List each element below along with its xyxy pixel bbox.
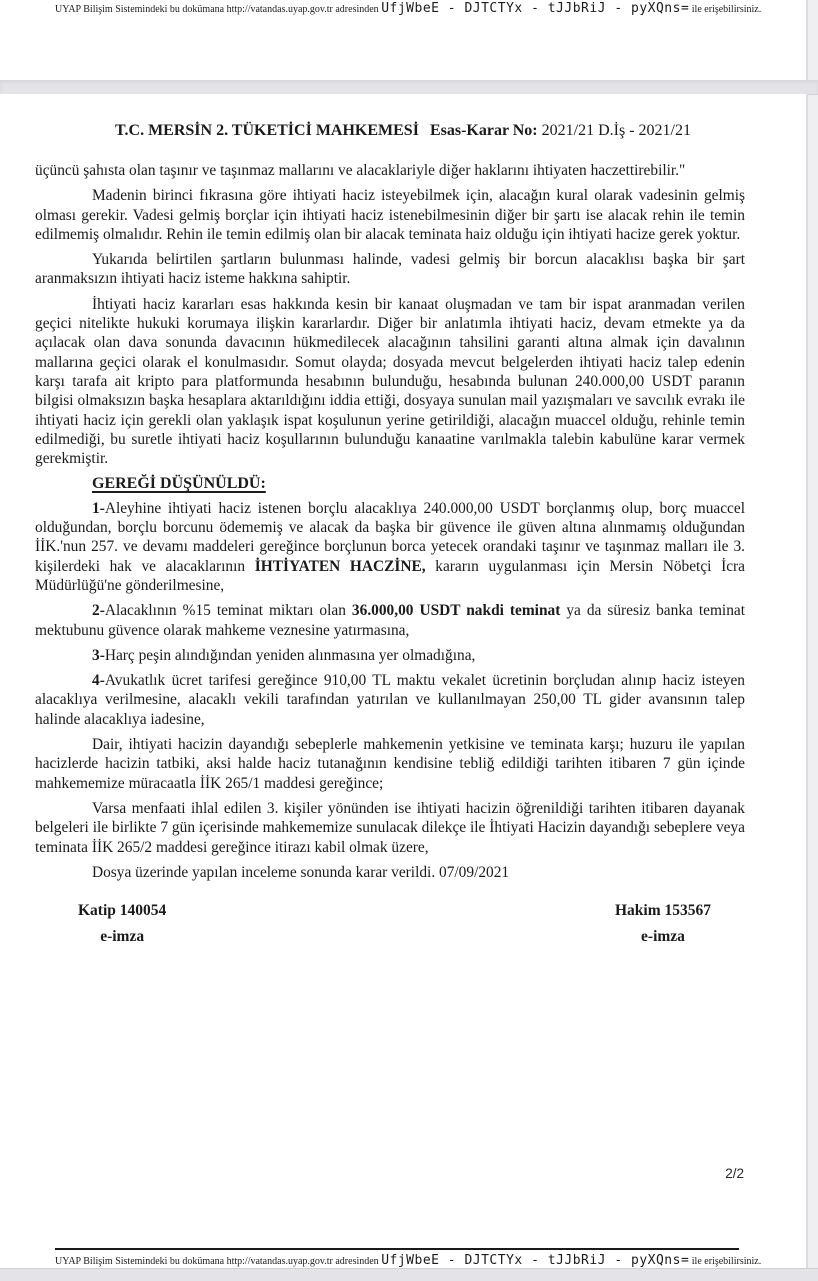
section-heading <box>35 474 745 493</box>
document-body <box>35 161 745 882</box>
signature-block <box>78 902 711 954</box>
judge-esignature-label: e-imza <box>641 928 685 946</box>
paragraph-varsa: Varsa menfaati ihlal edilen 3. kişiler yönünden ise ihtiyati hacizin öğrenildiği tarihten itibaren dayanak belgeleri ile birlikte 7 gün içerisinde mahkememize sunulacak dilekçe ile İhtiyati Hacizin dayandığı sebeplere veya teminata İİK 265/2 maddesi gereğince itirazı kabil olmak üzere, <box>35 799 745 856</box>
case-number-label: Esas-Karar No: <box>429 122 538 139</box>
decision-number: 4- <box>92 672 105 690</box>
decision-item-2 <box>35 601 745 640</box>
paragraph-dosya: Dosya üzerinde yapılan inceleme sonunda karar verildi. 07/09/2021 <box>92 863 510 881</box>
decision-text: Aleyhine ihtiyati haciz istenen borçlu alacaklıya 240.000,00 USDT borçlanmış olup, borç muaccel olduğundan, borçlu borcunu ödememiş ve alacak da başka bir güvence ile güven altına alınmamış olduğundan İİK.'nun 257. ve devamı maddeleri gereğince borçlunun borca yetecek orandaki taşınır ve taşınmaz malları ile 3. kişilerdeki hak ve alacaklarının <box>35 499 745 575</box>
decision-text: kararın uygulanması için Mersin Nöbetçi İcra Müdürlüğü'ne gönderilmesine, <box>35 557 745 594</box>
uyap-footer-connector: adresinden <box>335 4 379 15</box>
page-separator <box>0 80 818 95</box>
decision-item-1 <box>35 499 745 595</box>
decision-text: Alacaklının %15 teminat miktarı olan <box>104 602 352 620</box>
case-number-value: 2021/21 D.İş - 2021/21 <box>541 122 691 139</box>
clerk-signature <box>78 902 166 954</box>
judge-name: Hakim 153567 <box>614 902 711 920</box>
decision-number: 3- <box>92 646 105 664</box>
paragraph-sartlar: Yukarıda belirtilen şartların bulunması halinde, vadesi gelmiş bir borcun alacaklısı başka bir şart aranmaksızın ihtiyati haciz isteme hakkına sahiptir. <box>35 251 745 288</box>
clerk-esignature-label: e-imza <box>100 928 145 946</box>
clerk-name: Katip 140054 <box>78 902 167 920</box>
uyap-footer-suffix: ile erişebilirsiniz. <box>691 1256 762 1267</box>
uyap-footer-url: http://vatandas.uyap.gov.tr <box>226 4 333 15</box>
decision-number: 1- <box>92 499 105 517</box>
uyap-access-code: UfjWbeE - DJTCTYx - tJJbRiJ - pyXQns= <box>381 1 690 16</box>
paragraph-continuation: üçüncü şahısta olan taşınır ve taşınmaz mallarını ve alacaklariyle diğer haklarını ihtiyaten haczettirebilir." <box>35 162 686 179</box>
uyap-footer-prefix: UYAP Bilişim Sistemindeki bu dokümana <box>55 4 225 15</box>
uyap-access-footer-top <box>55 1 761 16</box>
uyap-footer-prefix: UYAP Bilişim Sistemindeki bu dokümana <box>55 1256 225 1267</box>
uyap-access-footer-bottom <box>55 1248 762 1268</box>
previous-page-fragment <box>0 0 808 80</box>
bottom-page-edge <box>0 1268 818 1281</box>
decision-text: Harç peşin alındığından yeniden alınmasına yer olmadığına, <box>104 646 476 664</box>
court-name: T.C. MERSİN 2. TÜKETİCİ MAHKEMESİ <box>115 122 419 139</box>
document-title <box>0 122 806 140</box>
decision-bold-text: İHTİYATEN HACZİNE, <box>254 557 426 575</box>
uyap-footer-suffix: ile erişebilirsiniz. <box>691 4 762 15</box>
paragraph-dair: Dair, ihtiyati hacizin dayandığı sebeplerle mahkemenin yetkisine ve teminata karşı; huzuru ile yapılan hacizlerde hacizin tatbiki, aksi halde haciz tutanağının kendisine tebliğ edildiği tarihten itibaren 7 gün içinde mahkememize müracaatla İİK 265/1 maddesi gereğince; <box>35 736 745 792</box>
document-page <box>0 94 808 1268</box>
decision-text: Avukatlık ücret tarifesi gereğince 910,00 TL maktu vekalet ücretinin borçludan alınıp haciz isteyen alacaklıya verilmesine, alacaklı vekili tarafından yatırılan ve kullanılmayan 250,00 TL gider avansının talep halinde alacaklıya iadesine, <box>35 672 745 728</box>
judge-signature <box>615 902 711 954</box>
paragraph-kararlar: İhtiyati haciz kararları esas hakkında kesin bir kanaat oluşmadan ve tam bir ispat aranmadan verilen geçici nitelikte hukuki korumaya ilişkin kararlardır. Diğer bir anlatımla ihtiyati haciz, devam etmekte ya da açılacak olan dava sonunda davacının hükmedilecek alacağının tahsilini garanti altına almak için davalının mallarına geçici olarak el konulmasıdır. Somut olayda; dosyada mevcut belgelerden ihtiyati haciz talep edenin karşı tarafa ait kripto para platformunda hesabının bulunduğu, hesabında bulunan 240.000,00 USDT paranın bilgisi olmaksızın başka hesaplara aktarıldığını iddia ettiği, dosyaya sunulan mail yazışmaları ve savcılık evrakı ile ihtiyati haciz için gerekli olan yaklaşık ispat koşulunun yerine getirildiği, alacağın muaccel olduğu, rehinle temin edilmediği, bu suretle ihtiyati haciz koşullarının bulunduğu kanaatine varılmakla talebin kabulüne karar vermek gerekmiştir. <box>35 295 745 468</box>
decision-bold-text: 36.000,00 USDT nakdi teminat <box>351 602 561 620</box>
uyap-footer-url: http://vatandas.uyap.gov.tr <box>226 1256 333 1267</box>
decision-number: 2- <box>92 602 105 620</box>
decision-text: ya da süresiz banka teminat mektubunu güvence olarak mahkeme veznesine yatırmasına, <box>35 602 745 639</box>
section-heading-text: GEREĞİ DÜŞÜNÜLDÜ: <box>92 475 266 493</box>
uyap-access-code: UfjWbeE - DJTCTYx - tJJbRiJ - pyXQns= <box>381 1253 690 1268</box>
paragraph-madde: Madenin birinci fıkrasına göre ihtiyati haciz isteyebilmek için, alacağın kural olarak vadesinin gelmiş olması gerekir. Vadesi gelmiş borçlar için ihtiyati haciz istenebilmesinin diğer bir şartı ise alacak rehin ile temin edilmemiş olmalıdır. Rehin ile temin edilmiş olan bir alacak teminata haiz olduğu için ihtiyati hacize gerek yoktur. <box>35 187 745 243</box>
uyap-footer-connector: adresinden <box>335 1256 379 1267</box>
decision-item-4 <box>35 671 745 729</box>
page-number: 2/2 <box>725 1166 744 1181</box>
decision-item-3 <box>35 646 745 665</box>
